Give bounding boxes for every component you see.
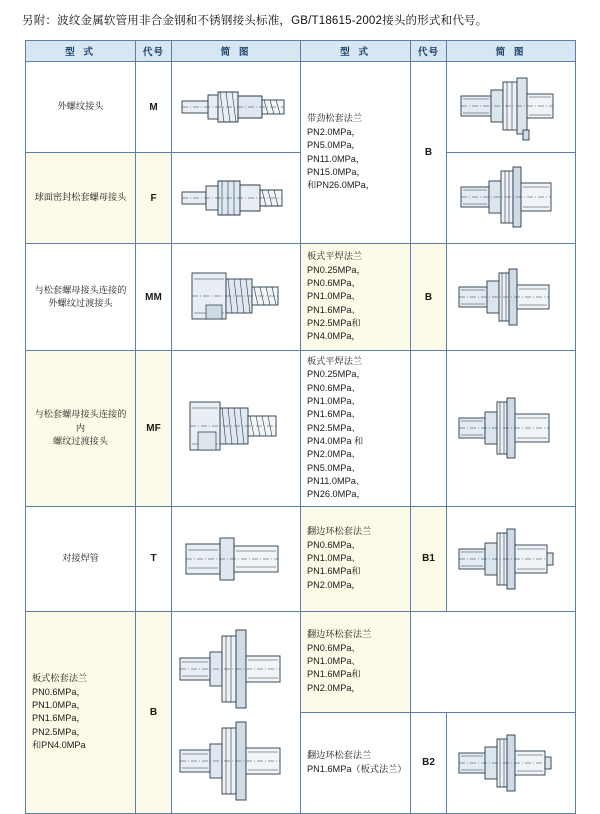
type-cell: 板式松套法兰 PN0.6MPa，PN1.0MPa， PN1.6MPa，PN2.5MPa， 和PN4.0MPa [26,611,136,813]
figure-cell [447,506,576,611]
table-row [26,62,576,153]
code-cell: B2 [411,712,447,813]
figure-cell [447,244,576,351]
column-header-code-right: 代号 [411,41,447,62]
type-cell: 与松套螺母接头连接的内 螺纹过渡接头 [26,351,136,507]
type-cell: 板式平焊法兰 PN0.25MPa，PN0.6MPa、 PN1.0MPa、PN1.6MPa、 PN2.5MPa和PN4.0MPa， [301,244,411,351]
figure-cell [172,62,301,153]
internal-thread-adapter-icon [176,388,296,468]
ribbed-lap-joint-flange-icon-2 [451,161,571,235]
plate-slip-on-welding-flange-icon-2 [451,392,571,464]
male-thread-fitting-icon [176,79,296,135]
type-cell: 板式平焊法兰 PN0.25MPa，PN0.6MPa、 PN1.0MPa、PN1.6MPa、 PN2.5MPa、PN4.0MPa 和 PN2.0MPa、PN5.0MPa、 PN11.0MPa、PN26.0MPa， [301,351,411,507]
figure-cell [172,244,301,351]
ribbed-lap-joint-flange-icon [451,70,571,144]
flared-ring-lap-joint-flange-icon [451,523,571,595]
figure-cell [172,351,301,507]
column-header-type-left: 型 式 [26,41,136,62]
figure-cell [172,506,301,611]
type-cell: 外螺纹接头 [26,62,136,153]
code-cell: B [411,62,447,244]
code-cell: T [136,506,172,611]
table-row [26,506,576,611]
column-header-figure-left: 简 图 [172,41,301,62]
page-title: 另附：波纹金属软管用非合金钢和不锈钢接头标准，GB/T18615-2002接头的形式和代号。 [22,15,488,27]
code-cell: B [136,611,172,813]
type-cell: 与松套螺母接头连接的 外螺纹过渡接头 [26,244,136,351]
plate-lap-joint-flange-icon [174,622,298,802]
code-cell: B [411,244,447,351]
spherical-seal-union-nut-fitting-icon [176,170,296,226]
figure-cell [172,153,301,244]
table-row [26,351,576,507]
table [25,40,576,814]
column-header-figure-right: 简 图 [447,41,576,62]
type-cell: 带劲松套法兰 PN2.0MPa，PN5.0MPa， PN11.0MPa，PN15.0MPa， 和PN26.0MPa， [301,62,411,244]
type-cell: 对接焊管 [26,506,136,611]
figure-cell [172,611,301,813]
external-thread-adapter-icon [176,257,296,337]
code-cell: MF [136,351,172,507]
figure-cell [447,153,576,244]
plate-slip-on-welding-flange-icon [451,261,571,333]
butt-weld-pipe-icon [176,520,296,598]
column-header-code-left: 代号 [136,41,172,62]
code-cell: MM [136,244,172,351]
figure-cell [447,712,576,813]
code-cell [411,351,447,507]
column-header-type-right: 型 式 [301,41,411,62]
flared-ring-lap-joint-flange-b2-icon [451,727,571,799]
type-cell: 翻边环松套法兰 PN0.6MPa、PN1.0MPa、 PN1.6MPa和PN2.0MPa， [301,506,411,611]
type-cell: 翻边环松套法兰 PN1.6MPa（板式法兰） [301,712,411,813]
table-row [26,244,576,351]
type-cell: 球面密封松套螺母接头 [26,153,136,244]
code-cell: F [136,153,172,244]
fittings-standard-table [25,40,576,814]
code-cell: M [136,62,172,153]
type-cell: 翻边环松套法兰 PN0.6MPa、PN1.0MPa、 PN1.6MPa和PN2.0MPa， [301,611,411,712]
table-header-row [26,41,576,62]
figure-cell [447,351,576,507]
figure-cell [447,62,576,153]
code-cell: B1 [411,506,447,611]
table-row [26,611,576,712]
